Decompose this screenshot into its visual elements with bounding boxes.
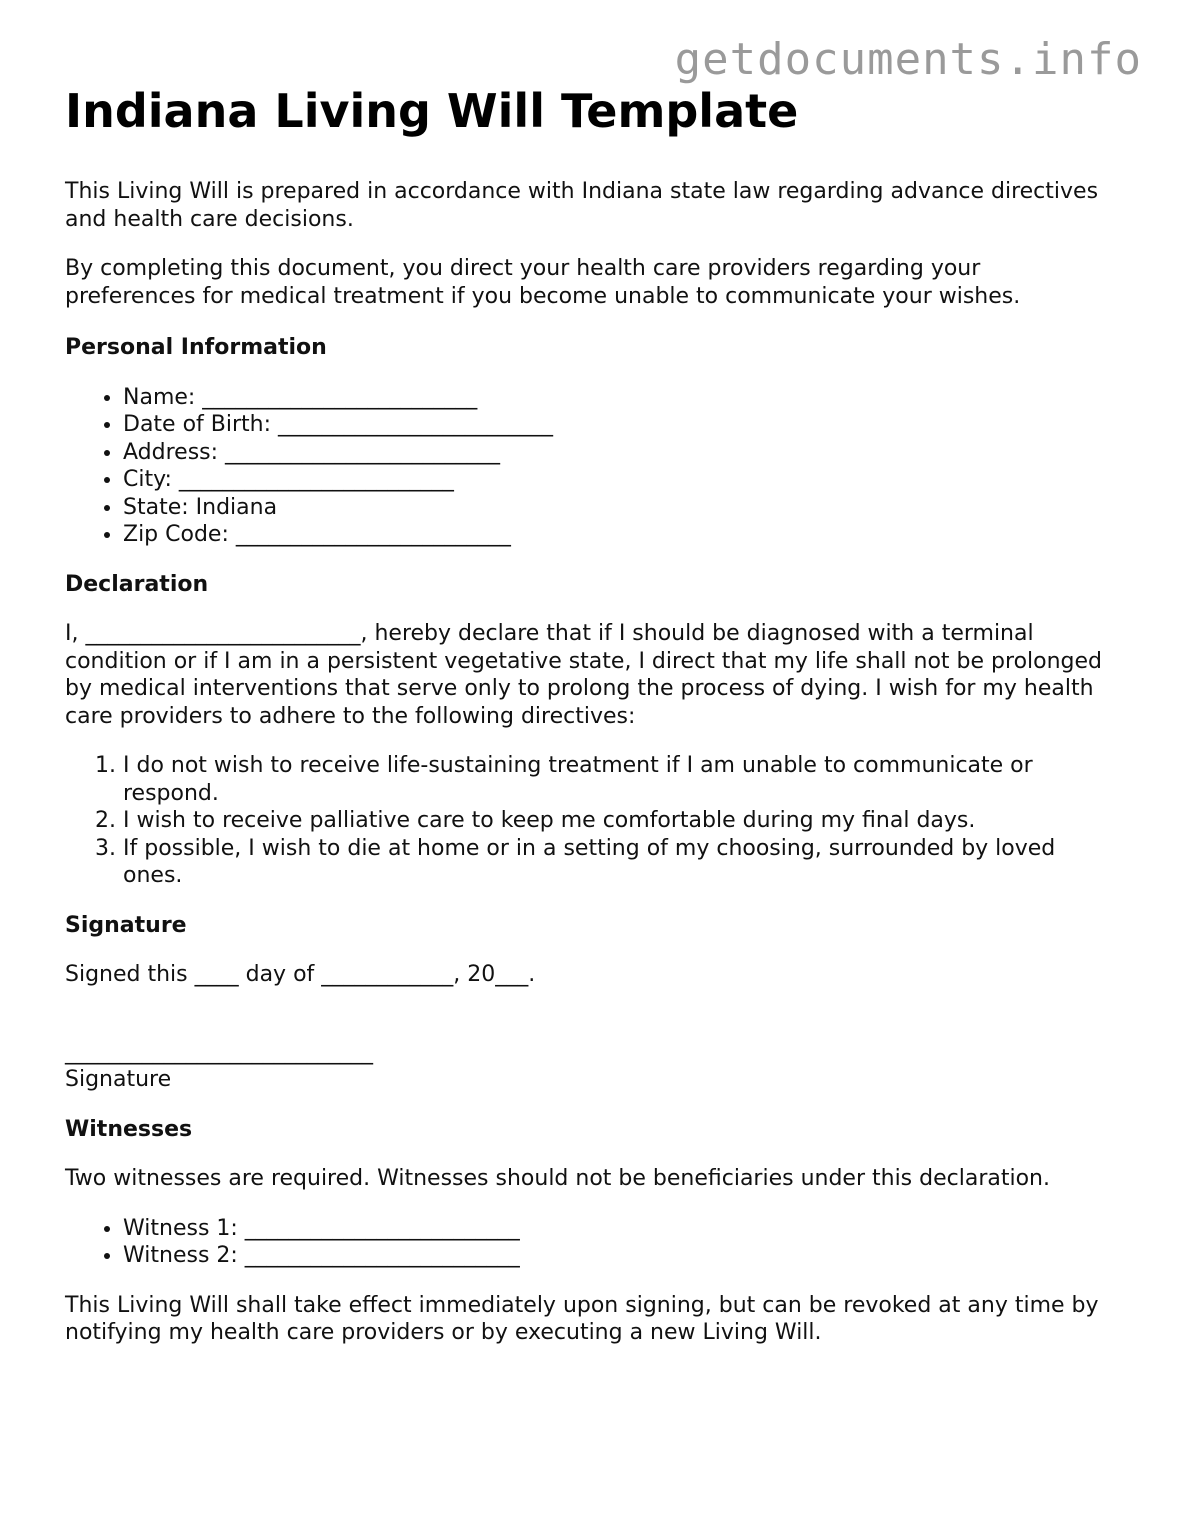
signature-label: Signature bbox=[65, 1067, 172, 1092]
witnesses-text: Two witnesses are required. Witnesses should not be beneficiaries under this declaration. bbox=[65, 1166, 1050, 1191]
intro-paragraph-1: This Living Will is prepared in accordance with Indiana state law regarding advance directives and health care decisions. bbox=[65, 179, 1099, 232]
witnesses-list bbox=[65, 1215, 1115, 1270]
document-page bbox=[65, 84, 1115, 1369]
directives-list bbox=[65, 752, 1115, 890]
intro-paragraph-2: By completing this document, you direct your health care providers regarding your preferences for medical treatment if you become unable to communicate your wishes. bbox=[65, 256, 1021, 309]
witness-1-field: • Witness 1: _________________________ bbox=[123, 1215, 1115, 1243]
state-field: • State: Indiana bbox=[123, 494, 1115, 522]
declaration-text: I, _________________________, hereby declare that if I should be diagnosed with a terminal condition or if I am in a persistent vegetative state, I direct that my life shall not be prolonged by medical interventions that serve only to prolong the process of dying. I wish for my health care providers to adhere to the following directives: bbox=[65, 621, 1103, 729]
directive-item: 3. If possible, I wish to die at home or in a setting of my choosing, surrounded by loved ones. bbox=[123, 835, 1115, 890]
witness-2-field: • Witness 2: _________________________ bbox=[123, 1242, 1115, 1270]
date-of-birth-field: • Date of Birth: _________________________ bbox=[123, 411, 1115, 439]
directive-item: 1. I do not wish to receive life-sustaining treatment if I am unable to communicate or respond. bbox=[123, 752, 1115, 807]
document-title: Indiana Living Will Template bbox=[65, 84, 799, 138]
name-field: • Name: _________________________ bbox=[123, 384, 1115, 412]
spacer bbox=[65, 1011, 1115, 1039]
closing-paragraph: This Living Will shall take effect immediately upon signing, but can be revoked at any time by notifying my health care providers or by executing a new Living Will. bbox=[65, 1292, 1099, 1345]
signature-line: ____________________________ bbox=[65, 1039, 373, 1065]
city-field: • City: _________________________ bbox=[123, 466, 1115, 494]
address-field: • Address: _________________________ bbox=[123, 439, 1115, 467]
personal-information-list bbox=[65, 384, 1115, 549]
witnesses-heading: Witnesses bbox=[65, 1116, 193, 1142]
personal-information-heading: Personal Information bbox=[65, 335, 327, 360]
directive-item: 2. I wish to receive palliative care to keep me comfortable during my final days. bbox=[123, 807, 1115, 835]
signed-date-line: Signed this ____ day of ____________, 20___. bbox=[65, 962, 536, 987]
zip-code-field: • Zip Code: _________________________ bbox=[123, 521, 1115, 549]
signature-heading: Signature bbox=[65, 912, 187, 938]
declaration-heading: Declaration bbox=[65, 571, 209, 597]
watermark: getdocuments.info bbox=[674, 34, 1142, 85]
